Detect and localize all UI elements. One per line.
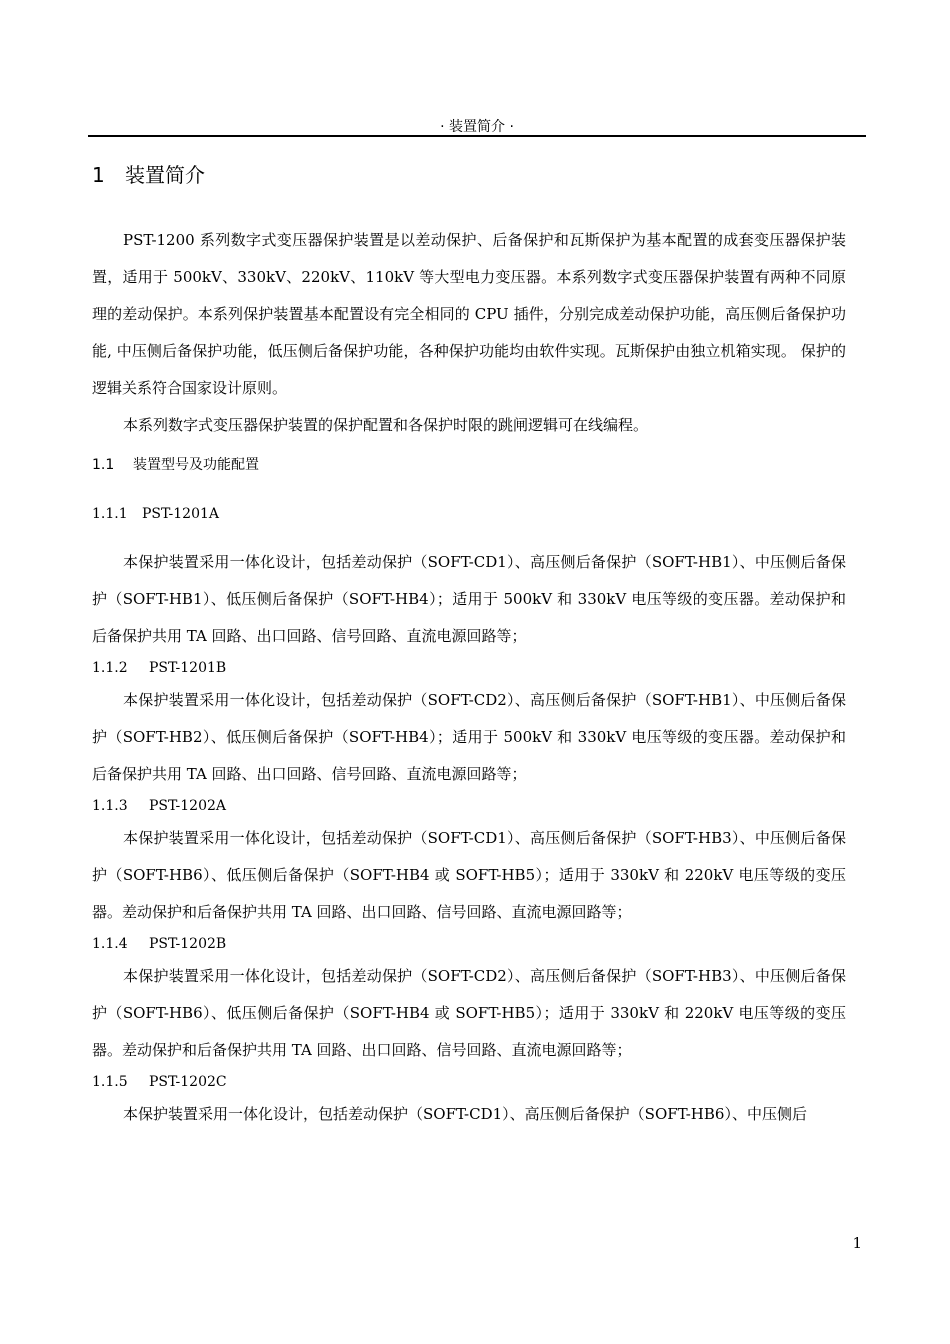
subsection-heading [92,932,846,956]
subsection-heading [92,502,846,526]
subsection-title: PST-1202A [149,798,227,814]
running-header: · 装置简介 · [440,119,514,135]
subsection-title: PST-1202B [149,936,227,952]
subsection-paragraph: 本保护装置采用一体化设计，包括差动保护（SOFT-CD2）、高压侧后备保护（SOFT-HB1）、中压侧后备保护（SOFT-HB2）、低压侧后备保护（SOFT-HB4）；适用于 500kV 和 330kV 电压等级的变压器。差动保护和后备保护共用 TA 回路、出口回路、信号回路、直流电源回路等； [92,691,846,783]
section-number: 1.1 [92,457,115,473]
section-title: 装置型号及功能配置 [133,457,259,473]
subsection-number: 1.1.1 [92,506,128,522]
page-number: 1 [852,1234,862,1252]
subsection-heading [92,656,846,680]
intro-paragraph-1: PST-1200 系列数字式变压器保护装置是以差动保护、后备保护和瓦斯保护为基本配置的成套变压器保护装置，适用于 500kV、330kV、220kV、110kV 等大型电力变压器。本系列数字式变压器保护装置有两种不同原理的差动保护。本系列保护装置基本配置设有完全相同的 CPU 插件，分别完成差动保护功能，高压侧后备保护功能, 中压侧后备保护功能，低压侧后备保护功能，各种保护功能均由软件实现。瓦斯保护由独立机箱实现。 保护的逻辑关系符合国家设计原则。 [92,231,846,397]
section-heading-1-1 [92,452,846,478]
subsection-paragraph: 本保护装置采用一体化设计，包括差动保护（SOFT-CD1）、高压侧后备保护（SOFT-HB6）、中压侧后 [123,1105,807,1123]
chapter-title: 装置简介 [125,163,205,187]
subsection-title: PST-1202C [149,1074,227,1090]
subsection-number: 1.1.3 [92,798,128,814]
subsection-paragraph: 本保护装置采用一体化设计，包括差动保护（SOFT-CD1）、高压侧后备保护（SOFT-HB1）、中压侧后备保护（SOFT-HB1）、低压侧后备保护（SOFT-HB4）；适用于 500kV 和 330kV 电压等级的变压器。差动保护和后备保护共用 TA 回路、出口回路、信号回路、直流电源回路等； [92,553,846,645]
subsection-heading [92,1070,846,1094]
subsection-title: PST-1201A [142,506,220,522]
chapter-heading [92,160,846,190]
page-content [92,160,846,1133]
subsection-heading [92,794,846,818]
subsection-paragraph: 本保护装置采用一体化设计，包括差动保护（SOFT-CD2）、高压侧后备保护（SOFT-HB3）、中压侧后备保护（SOFT-HB6）、低压侧后备保护（SOFT-HB4 或 SOFT-HB5）；适用于 330kV 和 220kV 电压等级的变压器。差动保护和后备保护共用 TA 回路、出口回路、信号回路、直流电源回路等； [92,967,846,1059]
subsection-number: 1.1.5 [92,1074,128,1090]
subsection-title: PST-1201B [149,660,227,676]
intro-paragraph-2: 本系列数字式变压器保护装置的保护配置和各保护时限的跳闸逻辑可在线编程。 [123,416,649,434]
subsection-paragraph: 本保护装置采用一体化设计，包括差动保护（SOFT-CD1）、高压侧后备保护（SOFT-HB3）、中压侧后备保护（SOFT-HB6）、低压侧后备保护（SOFT-HB4 或 SOFT-HB5）；适用于 330kV 和 220kV 电压等级的变压器。差动保护和后备保护共用 TA 回路、出口回路、信号回路、直流电源回路等； [92,829,846,921]
subsection-number: 1.1.2 [92,660,128,676]
header-rule [88,135,866,137]
chapter-number: 1 [92,163,105,187]
subsection-number: 1.1.4 [92,936,128,952]
